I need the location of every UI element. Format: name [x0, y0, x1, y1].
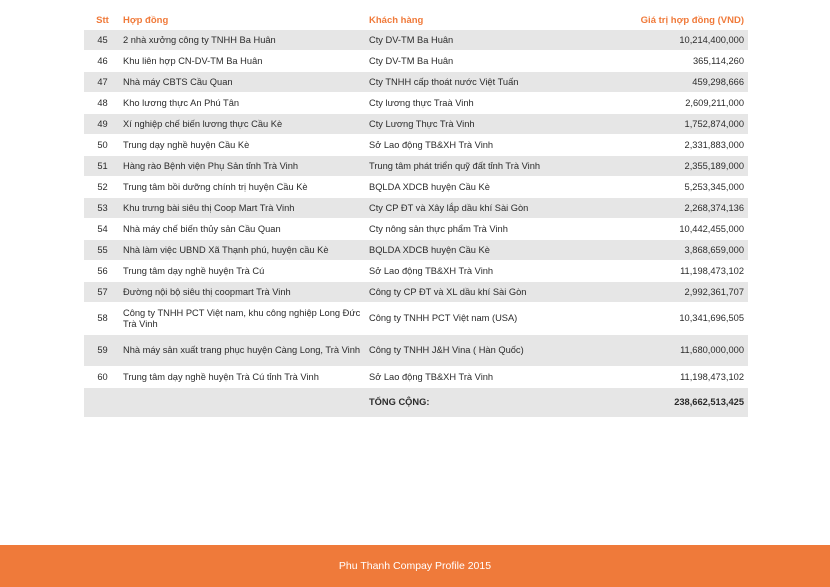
- row-contract: Trung tâm bồi dưỡng chính trị huyện Cầu Kè: [121, 177, 369, 198]
- row-client: Cty lương thực Traà Vinh: [369, 93, 609, 114]
- row-value: 2,609,211,000: [609, 93, 748, 114]
- row-value: 459,298,666: [609, 72, 748, 93]
- row-value: 2,331,883,000: [609, 135, 748, 156]
- table-row: [84, 282, 748, 303]
- row-client: Cty nông sản thực phẩm Trà Vinh: [369, 219, 609, 240]
- row-stt: 56: [84, 261, 121, 282]
- row-value: 365,114,260: [609, 51, 748, 72]
- table-row: [84, 367, 748, 388]
- row-contract: Nhà làm việc UBND Xã Thạnh phú, huyện cầu Kè: [121, 240, 369, 261]
- row-client: Cty Lương Thực Trà Vinh: [369, 114, 609, 135]
- row-stt: 60: [84, 367, 121, 388]
- row-stt: 58: [84, 303, 121, 335]
- row-contract: Công ty TNHH PCT Việt nam, khu công nghiệp Long Đức Trà Vinh: [121, 303, 369, 335]
- row-value: 11,198,473,102: [609, 367, 748, 388]
- table-row: [84, 261, 748, 282]
- row-client: Trung tâm phát triển quỹ đất tỉnh Trà Vinh: [369, 156, 609, 177]
- total-label: TỔNG CỘNG:: [369, 388, 609, 418]
- table-row: [84, 93, 748, 114]
- row-contract: Trung dạy nghề huyện Cầu Kè: [121, 135, 369, 156]
- header-client: Khách hàng: [369, 14, 424, 26]
- row-contract: Nhà máy sản xuất trang phục huyện Càng Long, Trà Vinh: [121, 335, 369, 367]
- row-client: Sở Lao động TB&XH Trà Vinh: [369, 261, 609, 282]
- row-contract: Xí nghiệp chế biến lương thực Cầu Kè: [121, 114, 369, 135]
- row-value: 10,214,400,000: [609, 30, 748, 51]
- header-stt: Stt: [96, 14, 109, 26]
- row-stt: 55: [84, 240, 121, 261]
- table-row: [84, 114, 748, 135]
- table-row: [84, 51, 748, 72]
- table-header-row: [84, 10, 748, 30]
- row-stt: 46: [84, 51, 121, 72]
- contracts-table-container: [84, 10, 748, 418]
- table-row: [84, 303, 748, 335]
- table-row: [84, 135, 748, 156]
- footer-text: Phu Thanh Compay Profile 2015: [338, 560, 492, 572]
- row-value: 11,680,000,000: [609, 335, 748, 367]
- table-row: [84, 30, 748, 51]
- total-row: [84, 388, 748, 418]
- row-stt: 51: [84, 156, 121, 177]
- row-client: Công ty CP ĐT và XL dầu khí Sài Gòn: [369, 282, 609, 303]
- row-value: 5,253,345,000: [609, 177, 748, 198]
- row-value: 1,752,874,000: [609, 114, 748, 135]
- row-contract: Trung tâm dạy nghề huyện Trà Cú tỉnh Trà Vinh: [121, 367, 369, 388]
- row-contract: Hàng rào Bệnh viện Phụ Sản tỉnh Trà Vinh: [121, 156, 369, 177]
- row-contract: Đường nội bộ siêu thị coopmart Trà Vinh: [121, 282, 369, 303]
- header-contract: Hợp đồng: [123, 14, 169, 26]
- row-value: 2,268,374,136: [609, 198, 748, 219]
- table-row: [84, 177, 748, 198]
- row-contract: Nhà máy chế biến thủy sản Cầu Quan: [121, 219, 369, 240]
- row-stt: 49: [84, 114, 121, 135]
- row-client: Cty TNHH cấp thoát nước Việt Tuấn: [369, 72, 609, 93]
- row-value: 2,355,189,000: [609, 156, 748, 177]
- row-stt: 47: [84, 72, 121, 93]
- row-contract: Kho lương thực An Phú Tân: [121, 93, 369, 114]
- row-value: 10,442,455,000: [609, 219, 748, 240]
- row-client: Công ty TNHH PCT Việt nam (USA): [369, 303, 609, 335]
- footer-bar: [0, 545, 830, 587]
- row-contract: Nhà máy CBTS Cầu Quan: [121, 72, 369, 93]
- row-contract: Trung tâm dạy nghề huyện Trà Cú: [121, 261, 369, 282]
- row-stt: 57: [84, 282, 121, 303]
- row-client: Sở Lao động TB&XH Trà Vinh: [369, 135, 609, 156]
- header-value: Giá trị hợp đồng (VND): [640, 14, 744, 26]
- row-stt: 48: [84, 93, 121, 114]
- contracts-table: [84, 10, 748, 418]
- row-stt: 45: [84, 30, 121, 51]
- table-row: [84, 335, 748, 367]
- row-client: Cty DV-TM Ba Huân: [369, 30, 609, 51]
- row-stt: 53: [84, 198, 121, 219]
- row-value: 11,198,473,102: [609, 261, 748, 282]
- row-client: Cty CP ĐT và Xây lắp dầu khí Sài Gòn: [369, 198, 609, 219]
- row-value: 2,992,361,707: [609, 282, 748, 303]
- row-contract: Khu liên hợp CN-DV-TM Ba Huân: [121, 51, 369, 72]
- row-stt: 52: [84, 177, 121, 198]
- row-client: BQLDA XDCB huyện Cầu Kè: [369, 240, 609, 261]
- total-empty-cell: [84, 388, 121, 418]
- row-stt: 54: [84, 219, 121, 240]
- table-row: [84, 198, 748, 219]
- total-empty-cell: [121, 388, 369, 418]
- row-client: Sở Lao động TB&XH Trà Vinh: [369, 367, 609, 388]
- row-client: Cty DV-TM Ba Huân: [369, 51, 609, 72]
- row-client: BQLDA XDCB huyện Cầu Kè: [369, 177, 609, 198]
- row-value: 10,341,696,505: [609, 303, 748, 335]
- row-contract: 2 nhà xưởng công ty TNHH Ba Huân: [121, 30, 369, 51]
- table-row: [84, 240, 748, 261]
- total-value: 238,662,513,425: [609, 388, 748, 418]
- row-stt: 50: [84, 135, 121, 156]
- row-contract: Khu trưng bài siêu thị Coop Mart Trà Vinh: [121, 198, 369, 219]
- table-row: [84, 72, 748, 93]
- table-row: [84, 156, 748, 177]
- row-client: Công ty TNHH J&H Vina ( Hàn Quốc): [369, 335, 609, 367]
- row-value: 3,868,659,000: [609, 240, 748, 261]
- table-row: [84, 219, 748, 240]
- row-stt: 59: [84, 335, 121, 367]
